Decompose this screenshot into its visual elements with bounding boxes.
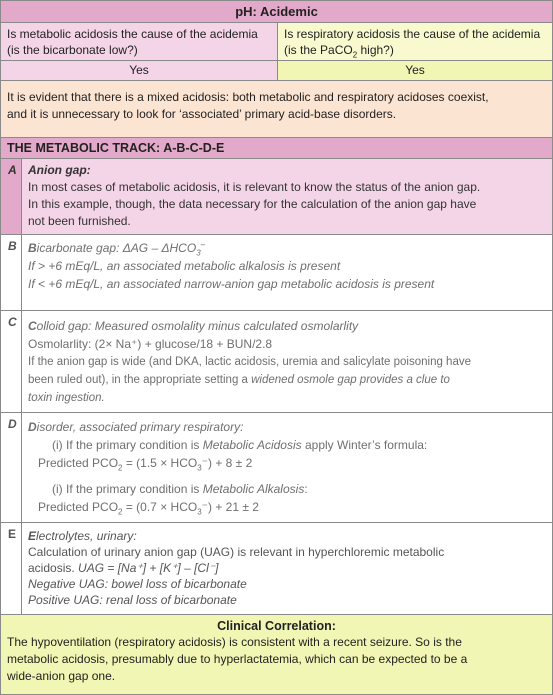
electrolytes-cap: E [28, 529, 37, 543]
alkalosis-formula-c: = (0.7 × HCO [122, 500, 198, 514]
clinical-correlation [1, 615, 552, 694]
winter-formula-sub-1: 2 [118, 463, 123, 473]
section-d-letter: D [1, 413, 22, 522]
section-e-letter: E [1, 523, 22, 614]
section-a-letter: A [1, 159, 22, 234]
bicarbonate-gap-title-rest: icarbonate gap: ΔAG – ΔHCO [36, 241, 197, 255]
metabolic-track-title-text: THE METABOLIC TRACK: A-B-C-D-E [7, 141, 225, 155]
bicarbonate-gap-line-1: If > +6 mEq/L, an associated metabolic alkalosis is present [28, 259, 341, 273]
answer-row [1, 61, 552, 81]
winter-instruction-c: apply Winter’s formula: [301, 438, 428, 452]
colloid-gap-cap: C [28, 319, 37, 333]
respiratory-question [278, 23, 552, 60]
anion-gap-line-1: In most cases of metabolic acidosis, it is relevant to know the status of the anion gap. [28, 180, 481, 194]
anion-gap-title-rest: nion gap: [36, 163, 91, 177]
metabolic-question-text: Is metabolic acidosis the cause of the acidemia (is the bicarbonate low?) [7, 27, 258, 57]
winter-formula-c: = (1.5 × HCO [122, 456, 198, 470]
winter-formula-e: ⁻) + 8 ± 2 [201, 456, 253, 470]
metabolic-answer [1, 61, 278, 80]
electrolytes-line-2a: acidosis. [28, 561, 79, 575]
electrolytes-title-rest: lectrolytes, urinary: [36, 529, 137, 543]
bicarbonate-gap-cap: B [28, 241, 37, 255]
mixed-acidosis-note [1, 81, 552, 138]
section-a [1, 159, 552, 235]
alkalosis-formula-sub-2: 3 [197, 507, 202, 517]
bicarbonate-gap-line-2: If < +6 mEq/L, an associated narrow-anion gap metabolic acidosis is present [28, 277, 435, 291]
mixed-line-1: It is evident that there is a mixed acidosis: both metabolic and respiratory acidoses coexist, [7, 90, 489, 104]
section-e [1, 523, 552, 615]
alkalosis-formula-e: ⁻) + 21 ± 2 [201, 500, 259, 514]
disorder-title [28, 418, 546, 436]
ph-header-title: pH: Acidemic [235, 4, 318, 19]
electrolytes-line-3: Negative UAG: bowel loss of bicarbonate [28, 577, 247, 591]
clinical-line-3: wide-anion gap one. [7, 669, 116, 683]
colloid-gap-line-1: If the anion gap is wide (and DKA, lactic acidosis, uremia and salicylate poisoning have [28, 356, 471, 368]
respiratory-answer [278, 61, 552, 80]
clinical-line-1: The hypoventilation (respiratory acidosis) is consistent with a recent seizure. So is the [7, 635, 462, 649]
anion-gap-line-2: In this example, though, the data necessary for the calculation of the anion gap have [28, 197, 477, 211]
alkalosis-instruction-a: (i) If the primary condition is [52, 482, 203, 496]
alkalosis-instruction [28, 480, 546, 498]
anion-gap-line-3: not been furnished. [28, 214, 131, 228]
winter-instruction-a: (i) If the primary condition is [52, 438, 203, 452]
section-d [1, 413, 552, 523]
disorder-cap: D [28, 420, 37, 434]
alkalosis-instruction-b: Metabolic Alkalosis [202, 482, 305, 496]
alkalosis-formula-sub-1: 2 [118, 507, 123, 517]
respiratory-question-tail: high?) [357, 43, 394, 57]
mixed-line-2: and it is unnecessary to look for ‘associated’ primary acid-base disorders. [7, 107, 397, 121]
disorder-title-rest: isorder, associated primary respiratory: [36, 420, 244, 434]
metabolic-track-title [1, 138, 552, 159]
clinical-correlation-title: Clinical Correlation: [217, 619, 336, 633]
colloid-gap-title [28, 317, 546, 335]
winter-formula-a: Predicted PCO [38, 456, 119, 470]
electrolytes-line-2 [28, 560, 546, 576]
uag-formula: UAG = [Na⁺] + [K⁺] – [Cl⁻] [78, 561, 219, 575]
alkalosis-instruction-c: : [304, 482, 308, 496]
electrolytes-line-1: Calculation of urinary anion gap (UAG) is relevant in hyperchloremic metabolic [28, 545, 445, 559]
anion-gap-title [28, 162, 546, 179]
clinical-line-2: metabolic acidosis, presumably due to hyperlactatemia, which can be expected to be a [7, 652, 468, 666]
respiratory-question-text: Is respiratory acidosis the cause of the acidemia (is the PaCO [284, 27, 541, 57]
colloid-gap-line-2 [28, 371, 546, 389]
winter-instruction-b: Metabolic Acidosis [202, 438, 302, 452]
metabolic-answer-text: Yes [129, 63, 149, 77]
metabolic-question [1, 23, 278, 60]
alkalosis-formula [28, 498, 546, 516]
hco3-superscript: – [200, 240, 206, 249]
colloid-gap-line-3: toxin ingestion. [28, 392, 105, 404]
electrolytes-title [28, 528, 546, 544]
alkalosis-formula-a: Predicted PCO [38, 500, 119, 514]
osmolarity-formula: Osmolarlity: (2× Na⁺) + glucose/18 + BUN/2.8 [28, 337, 273, 351]
paco2-subscript: 2 [352, 50, 358, 60]
respiratory-answer-text: Yes [405, 63, 425, 77]
colloid-gap-title-rest: olloid gap: Measured osmolality minus calculated osmolarlity [36, 319, 359, 333]
ph-header [1, 1, 552, 23]
anion-gap-cap: A [28, 163, 37, 177]
hco3-subscript: 3 [196, 248, 201, 258]
question-row [1, 23, 552, 61]
winter-instruction [28, 436, 546, 454]
electrolytes-line-4: Positive UAG: renal loss of bicarbonate [28, 593, 237, 607]
bicarbonate-gap-title [28, 239, 546, 257]
winter-formula-sub-2: 3 [197, 463, 202, 473]
section-c [1, 311, 552, 413]
section-c-letter: C [1, 311, 22, 412]
colloid-gap-line-2b: widened osmole gap provides a clue to [251, 374, 450, 386]
winter-formula [28, 454, 546, 472]
section-b [1, 235, 552, 311]
colloid-gap-line-2a: been ruled out), in the appropriate setting a [28, 374, 252, 386]
section-b-letter: B [1, 235, 22, 310]
